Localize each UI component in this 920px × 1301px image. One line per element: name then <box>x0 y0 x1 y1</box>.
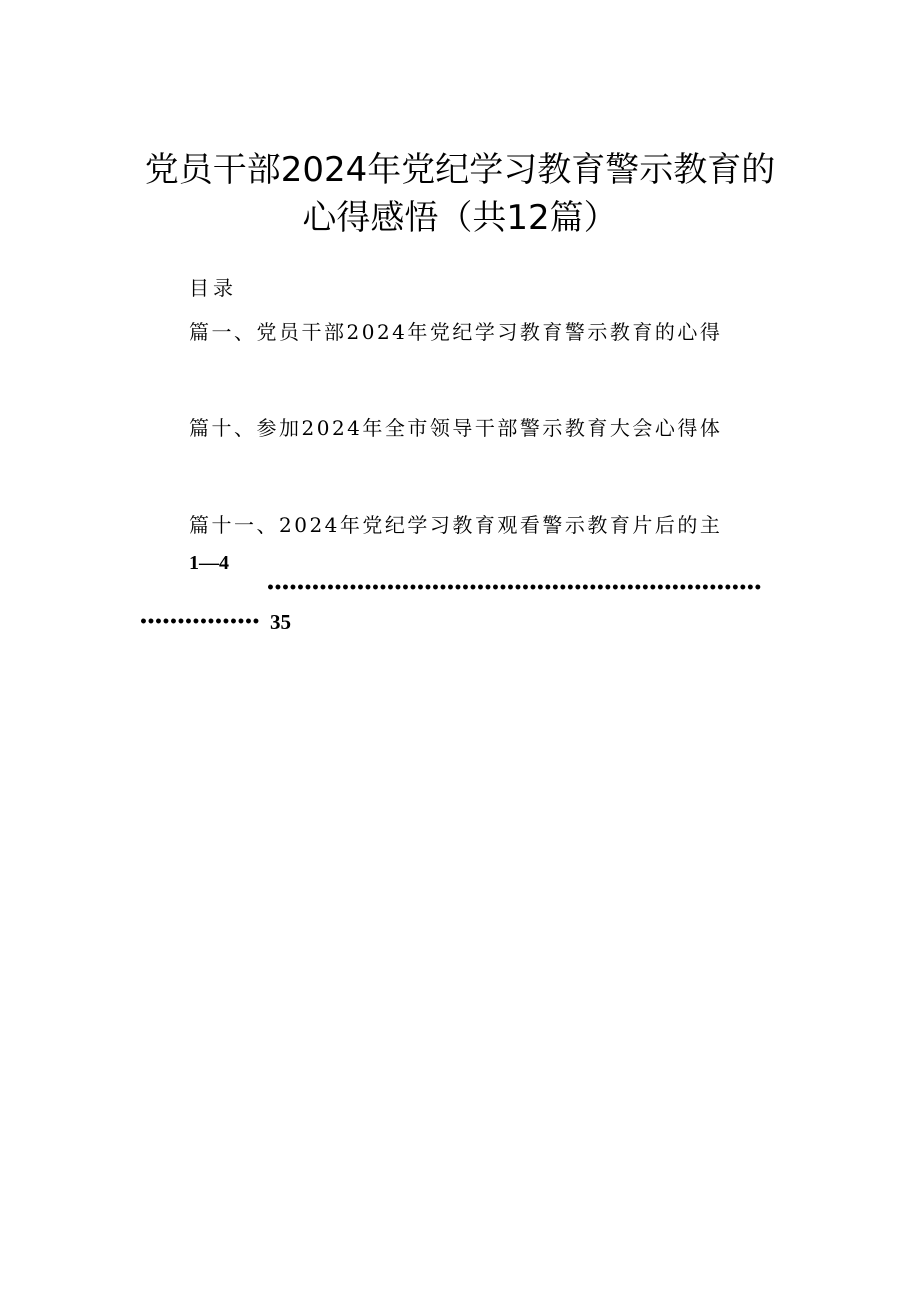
toc-leader-dots-1: •••••••••••••••••••••••••••••••••••••••••••••••••••••••••••••••••• <box>266 580 761 596</box>
toc-page-range: 1—4 <box>189 552 229 574</box>
document-title-line-2: 心得感悟（共12篇） <box>302 198 618 238</box>
toc-heading: 目录 <box>189 276 237 300</box>
toc-entry-2[interactable]: 篇十、参加2024年全市领导干部警示教育大会心得体 <box>189 416 723 440</box>
toc-leader-row-2 <box>139 608 291 634</box>
toc-leader-dots-2: •••••••••••••••• <box>139 613 259 630</box>
toc-entry-1[interactable]: 篇一、党员干部2024年党纪学习教育警示教育的心得 <box>189 320 723 344</box>
toc-page-number: 35 <box>270 609 291 634</box>
document-title-line-1: 党员干部2024年党纪学习教育警示教育的 <box>144 150 776 190</box>
toc-entry-3[interactable]: 篇十一、2024年党纪学习教育观看警示教育片后的主 <box>189 513 723 537</box>
